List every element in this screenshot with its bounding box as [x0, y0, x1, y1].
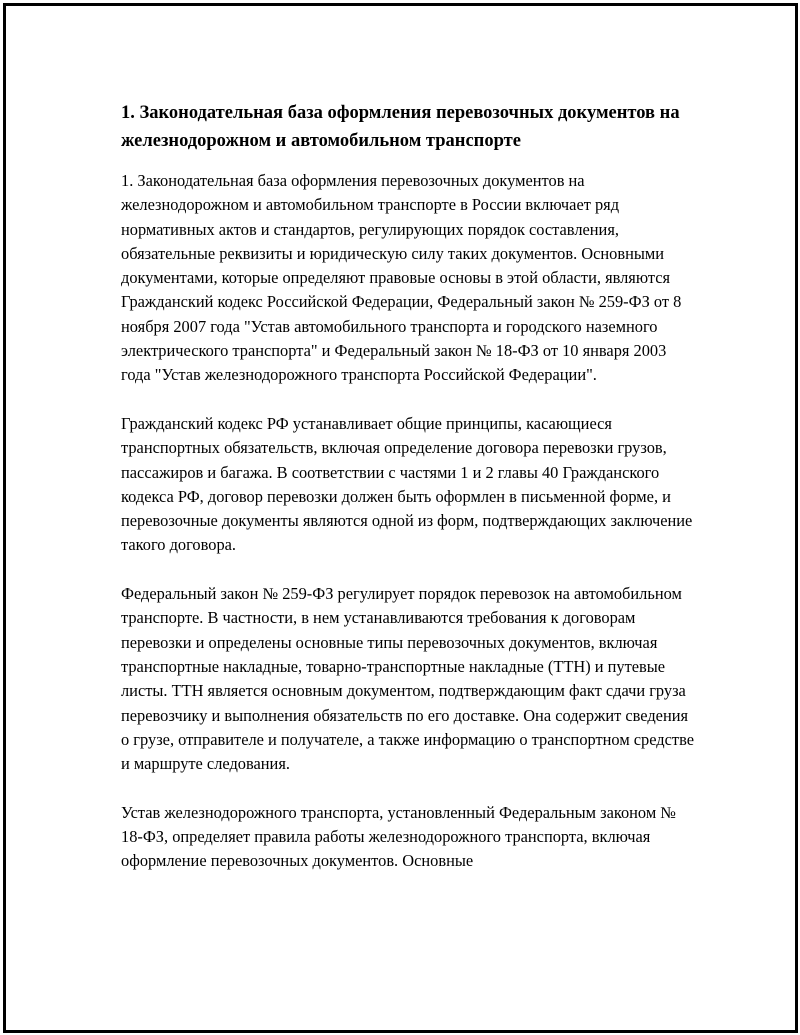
- paragraph-civil-code: Гражданский кодекс РФ устанавливает общие принципы, касающиеся транспортных обязательств, включая определение договора перевозки грузов, пассажиров и багажа. В соответствии с частями 1 и 2 главы 40 Гражданского кодекса РФ, договор перевозки должен быть оформлен в письменной форме, и перевозочные документы являются одной из форм, подтверждающих заключение такого договора.: [121, 413, 693, 555]
- page-frame: [3, 3, 798, 1033]
- document-heading: 1. Законодательная база оформления перевозочных документов на железнодорожном и автомобильном транспорте: [121, 103, 680, 151]
- paragraph-legal-basis: 1. Законодательная база оформления перевозочных документов на железнодорожном и автомобильном транспорте в России включает ряд нормативных актов и стандартов, регулирующих порядок составления, обязательные реквизиты и юридическую силу таких документов. Основными документами, которые определяют правовые основы в этой области, являются Гражданский кодекс Российской Федерации, Федеральный закон № 259-ФЗ от 8 ноября 2007 года "Устав автомобильного транспорта и городского наземного электрического транспорта" и Федеральный закон № 18-ФЗ от 10 января 2003 года "Устав железнодорожного транспорта Российской Федерации".: [121, 171, 682, 385]
- paragraph-law-259: Федеральный закон № 259-ФЗ регулирует порядок перевозок на автомобильном транспорте. В частности, в нем устанавливаются требования к договорам перевозки и определены основные типы перевозочных документов, включая транспортные накладные, товарно-транспортные накладные (ТТН) и путевые листы. ТТН является основным документом, подтверждающим факт сдачи груза перевозчику и выполнения обязательств по его доставке. Она содержит сведения о грузе, отправителе и получателе, а также информацию о транспортном средстве и маршруте следования.: [121, 584, 695, 774]
- document-body: [121, 98, 696, 874]
- paragraph-railway-charter: Устав железнодорожного транспорта, установленный Федеральным законом № 18-ФЗ, определяет правила работы железнодорожного транспорта, включая оформление перевозочных документов. Основные: [121, 802, 676, 871]
